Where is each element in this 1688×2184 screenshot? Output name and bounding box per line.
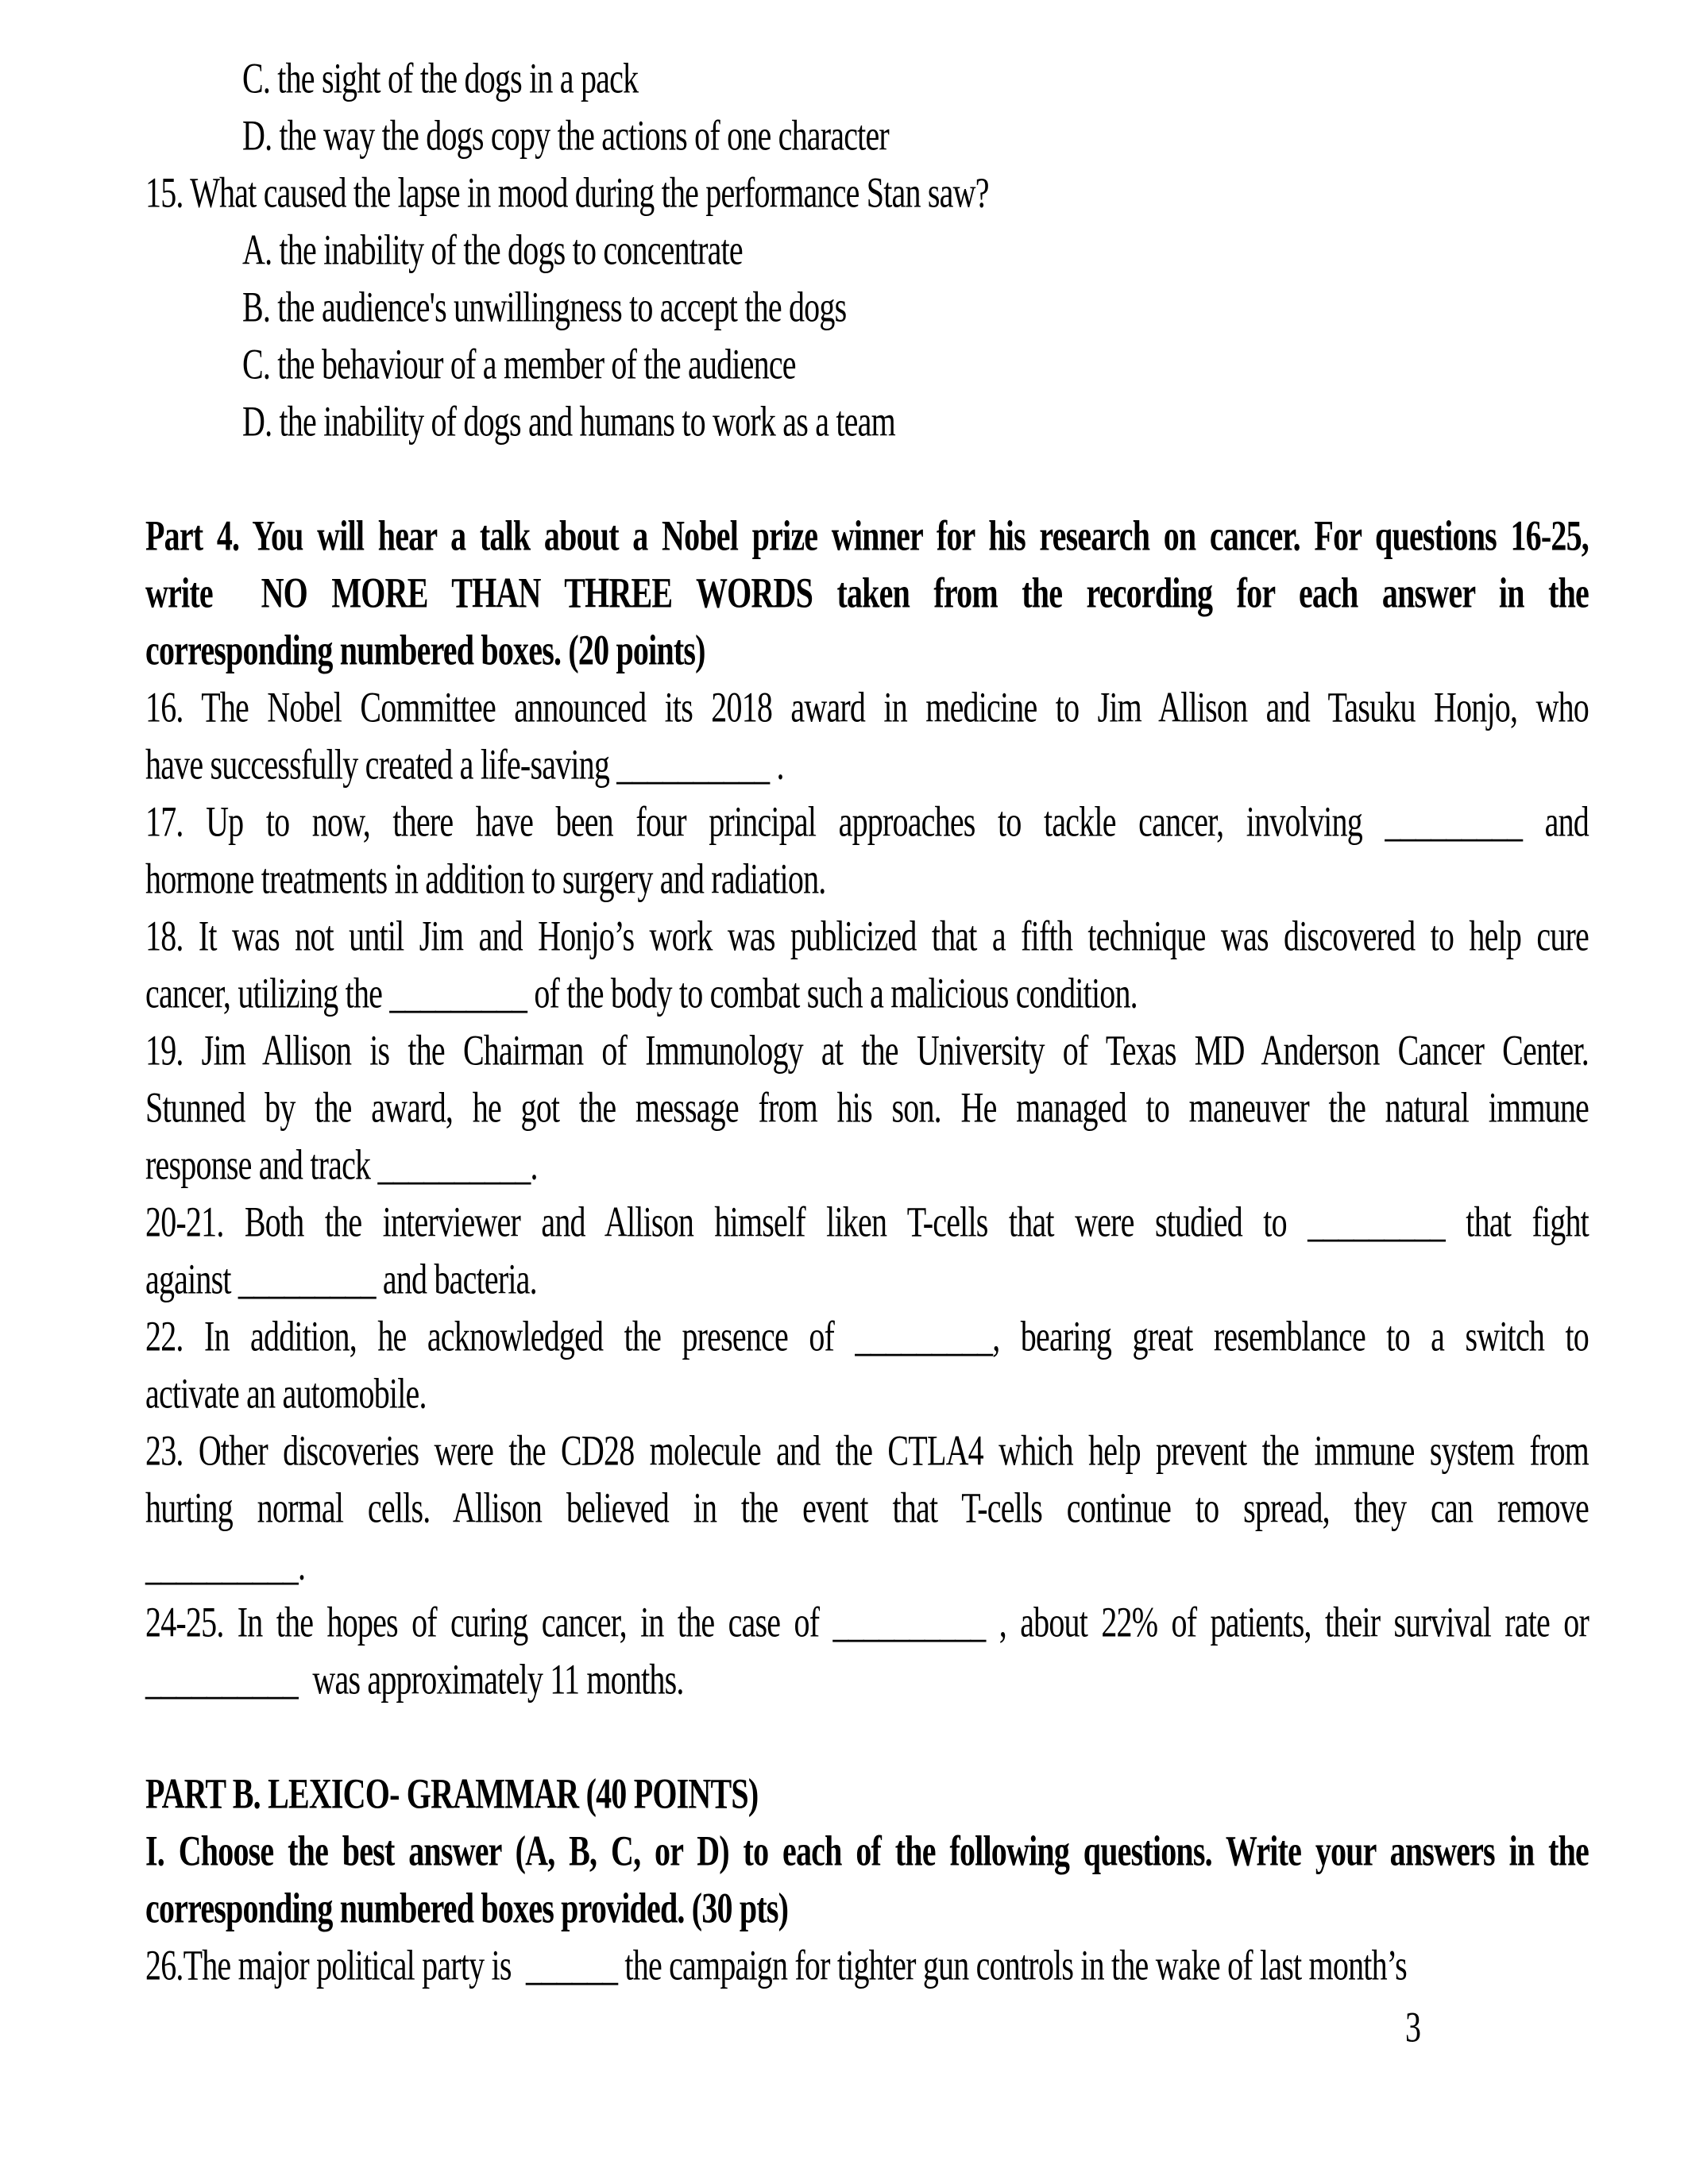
text-line-content: 19. Jim Allison is the Chairman of Immunology at the University of Texas MD Anderson Cancer Center. bbox=[145, 1025, 1589, 1075]
text-line-content: A. the inability of the dogs to concentrate bbox=[242, 225, 743, 274]
text-line-content: __________. bbox=[145, 1540, 306, 1589]
text-line-content: 26.The major political party is ______ the campaign for tighter gun controls in the wake of last month’s bbox=[145, 1940, 1407, 1989]
page-number: 3 bbox=[1405, 2002, 1421, 2051]
text-line-content: against _________ and bacteria. bbox=[145, 1254, 537, 1303]
text-line-content: B. the audience's unwillingness to accept the dogs bbox=[242, 282, 847, 331]
text-line-content: 16. The Nobel Committee announced its 2018 award in medicine to Jim Allison and Tasuku Honjo, who bbox=[145, 682, 1589, 731]
text-line-content: C. the behaviour of a member of the audience bbox=[242, 339, 796, 388]
text-line-content: corresponding numbered boxes. (20 points) bbox=[145, 625, 705, 674]
text-line-content: PART B. LEXICO- GRAMMAR (40 POINTS) bbox=[145, 1769, 759, 1818]
text-line-content: D. the inability of dogs and humans to work as a team bbox=[242, 396, 895, 446]
text-line-content: C. the sight of the dogs in a pack bbox=[242, 53, 639, 102]
text-line-content: I. Choose the best answer (A, B, C, or D) to each of the following questions. Write your answers in the bbox=[145, 1826, 1589, 1875]
text-line-content: corresponding numbered boxes provided. (30 pts) bbox=[145, 1883, 789, 1932]
text-line-content: hurting normal cells. Allison believed in the event that T-cells continue to spread, they can remove bbox=[145, 1483, 1589, 1532]
text-line-content: D. the way the dogs copy the actions of one character bbox=[242, 110, 889, 160]
text-line-content: 20-21. Both the interviewer and Allison himself liken T-cells that were studied to _________ that fight bbox=[145, 1197, 1589, 1246]
text-line-content: hormone treatments in addition to surgery and radiation. bbox=[145, 854, 826, 903]
text-line-content: Stunned by the award, he got the message from his son. He managed to maneuver the natural immune bbox=[145, 1082, 1589, 1132]
text-line-content: 22. In addition, he acknowledged the presence of _________, bearing great resemblance to a switch to bbox=[145, 1311, 1589, 1360]
text-line-content: 18. It was not until Jim and Honjo’s work was publicized that a fifth technique was discovered to help cure bbox=[145, 911, 1589, 960]
text-line-content: have successfully created a life-saving __________ . bbox=[145, 739, 784, 789]
text-line-content: 15. What caused the lapse in mood during the performance Stan saw? bbox=[145, 168, 989, 217]
document-body bbox=[145, 50, 1589, 1994]
text-line-content: 23. Other discoveries were the CD28 molecule and the CTLA4 which help prevent the immune system from bbox=[145, 1426, 1589, 1475]
text-line-content: write NO MORE THAN THREE WORDS taken from the recording for each answer in the bbox=[145, 568, 1589, 617]
text-line bbox=[145, 1927, 1589, 2005]
text-line-content: Part 4. You will hear a talk about a Nobel prize winner for his research on cancer. For questions 16-25, bbox=[145, 511, 1589, 560]
text-line-content: __________ was approximately 11 months. bbox=[145, 1654, 684, 1704]
text-line-content: cancer, utilizing the _________ of the body to combat such a malicious condition. bbox=[145, 968, 1138, 1017]
text-line-content: 17. Up to now, there have been four principal approaches to tackle cancer, involving _________ and bbox=[145, 797, 1589, 846]
text-line-content: activate an automobile. bbox=[145, 1368, 427, 1418]
text-line-content: 24-25. In the hopes of curing cancer, in the case of __________ , about 22% of patients, their survival rate or bbox=[145, 1597, 1589, 1646]
text-line-content: response and track __________. bbox=[145, 1140, 538, 1189]
